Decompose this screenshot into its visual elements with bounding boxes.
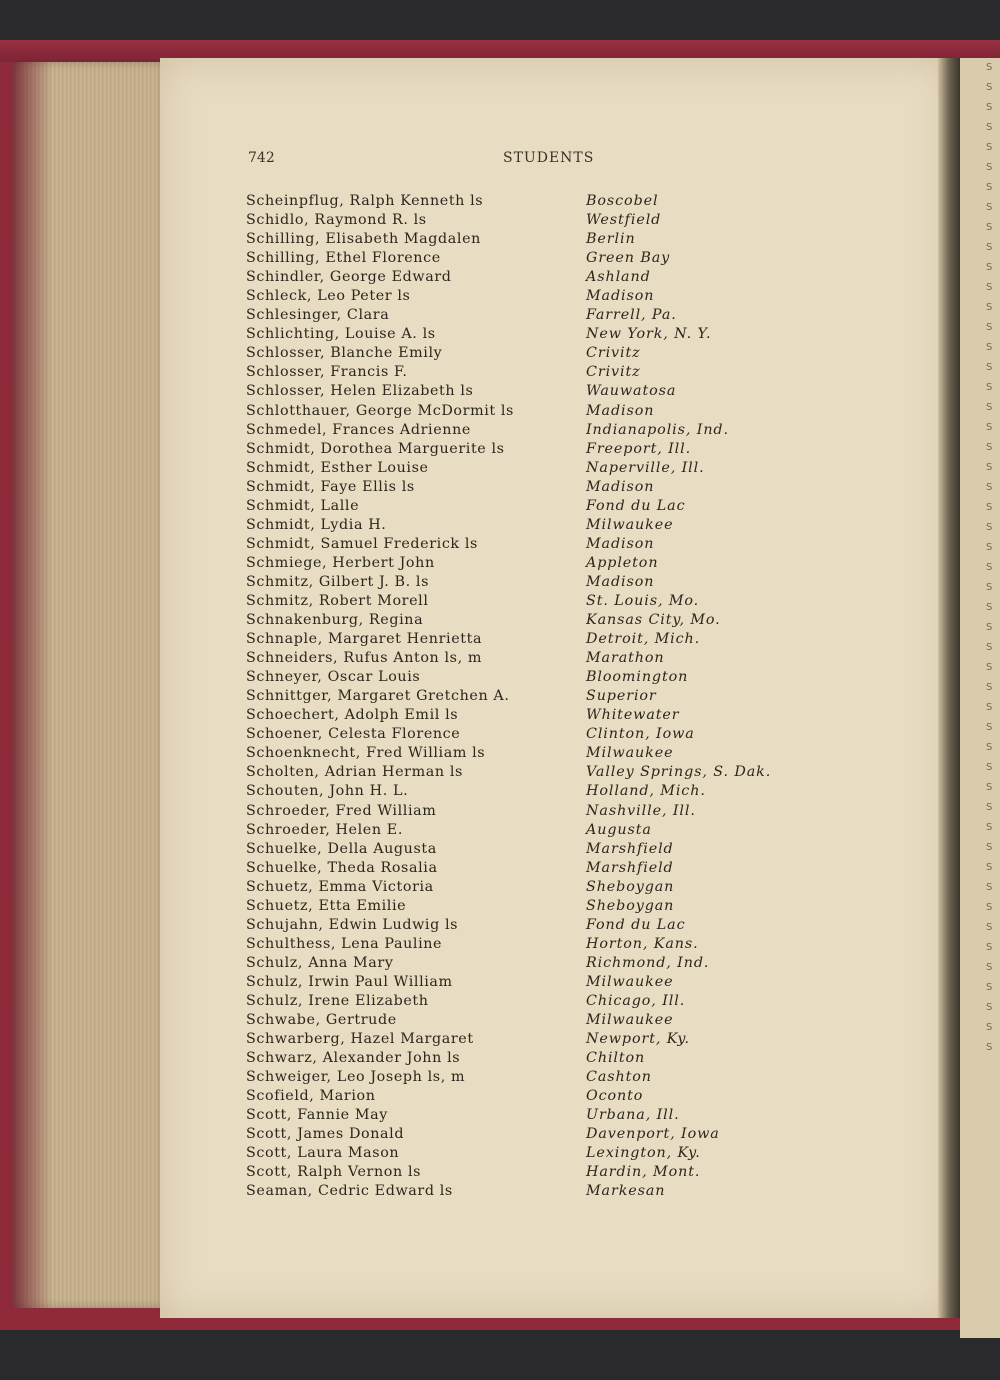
student-row bbox=[246, 917, 826, 936]
student-row bbox=[246, 860, 826, 879]
page-number: 742 bbox=[248, 150, 275, 166]
student-hometown: Newport, Ky. bbox=[586, 1031, 690, 1048]
student-hometown: Markesan bbox=[586, 1183, 666, 1200]
student-hometown: Fond du Lac bbox=[586, 497, 686, 514]
student-hometown: Naperville, Ill. bbox=[586, 459, 705, 476]
student-name: Schmidt, Lalle bbox=[246, 497, 360, 514]
student-name: Schuelke, Della Augusta bbox=[246, 840, 437, 857]
student-name: Scott, Fannie May bbox=[246, 1107, 388, 1124]
student-name: Schmiege, Herbert John bbox=[246, 554, 435, 571]
student-hometown: Cashton bbox=[586, 1069, 652, 1086]
student-name: Schujahn, Edwin Ludwig ls bbox=[246, 916, 459, 933]
student-name: Schoener, Celesta Florence bbox=[246, 726, 461, 743]
student-hometown: Appleton bbox=[586, 554, 659, 571]
student-row bbox=[246, 326, 826, 345]
student-hometown: Urbana, Ill. bbox=[586, 1107, 680, 1124]
student-row bbox=[246, 479, 826, 498]
student-name: Schlesinger, Clara bbox=[246, 307, 390, 324]
student-row bbox=[246, 307, 826, 326]
student-hometown: Milwaukee bbox=[586, 1012, 674, 1029]
student-hometown: Detroit, Mich. bbox=[586, 631, 701, 648]
page-stack-shadow bbox=[12, 62, 52, 1308]
student-hometown: Milwaukee bbox=[586, 745, 674, 762]
student-hometown: Boscobel bbox=[586, 193, 659, 209]
student-row bbox=[246, 1164, 826, 1183]
student-row bbox=[246, 1107, 826, 1126]
student-hometown: Augusta bbox=[586, 821, 652, 838]
student-hometown: Kansas City, Mo. bbox=[586, 612, 721, 629]
student-name: Schulz, Irwin Paul William bbox=[246, 973, 453, 990]
student-row bbox=[246, 612, 826, 631]
student-row bbox=[246, 574, 826, 593]
student-name: Schouten, John H. L. bbox=[246, 783, 409, 800]
student-name: Schweiger, Leo Joseph ls, m bbox=[246, 1069, 466, 1086]
student-hometown: Madison bbox=[586, 288, 655, 305]
student-hometown: Crivitz bbox=[586, 364, 641, 381]
student-hometown: St. Louis, Mo. bbox=[586, 592, 700, 609]
student-hometown: Sheboygan bbox=[586, 878, 675, 895]
student-name: Schilling, Elisabeth Magdalen bbox=[246, 231, 481, 248]
student-name: Scott, James Donald bbox=[246, 1126, 405, 1143]
student-name: Schnaple, Margaret Henrietta bbox=[246, 631, 483, 648]
student-row bbox=[246, 955, 826, 974]
student-row bbox=[246, 745, 826, 764]
student-row bbox=[246, 783, 826, 802]
student-name: Schulthess, Lena Pauline bbox=[246, 935, 443, 952]
student-hometown: Whitewater bbox=[586, 707, 680, 724]
page-header bbox=[248, 150, 808, 170]
student-hometown: Indianapolis, Ind. bbox=[586, 421, 729, 438]
student-hometown: Farrell, Pa. bbox=[586, 307, 677, 324]
student-hometown: Davenport, Iowa bbox=[586, 1126, 720, 1143]
student-hometown: Westfield bbox=[586, 212, 662, 229]
student-hometown: Fond du Lac bbox=[586, 916, 686, 933]
student-name: Scofield, Marion bbox=[246, 1088, 376, 1105]
student-hometown: Marshfield bbox=[586, 840, 674, 857]
student-row bbox=[246, 1145, 826, 1164]
student-row bbox=[246, 441, 826, 460]
student-name: Schidlo, Raymond R. ls bbox=[246, 212, 427, 229]
student-row bbox=[246, 212, 826, 231]
student-name: Schulz, Irene Elizabeth bbox=[246, 992, 429, 1009]
student-hometown: New York, N. Y. bbox=[586, 326, 712, 343]
student-row bbox=[246, 536, 826, 555]
student-hometown: Madison bbox=[586, 535, 655, 552]
student-name: Schoechert, Adolph Emil ls bbox=[246, 707, 459, 724]
student-row bbox=[246, 1050, 826, 1069]
student-row bbox=[246, 764, 826, 783]
student-row bbox=[246, 803, 826, 822]
student-row bbox=[246, 364, 826, 383]
student-row bbox=[246, 841, 826, 860]
student-row bbox=[246, 250, 826, 269]
student-row bbox=[246, 1183, 826, 1202]
student-hometown: Valley Springs, S. Dak. bbox=[586, 764, 772, 781]
student-hometown: Bloomington bbox=[586, 669, 689, 686]
student-name: Schwarberg, Hazel Margaret bbox=[246, 1031, 474, 1048]
student-name: Schlotthauer, George McDormit ls bbox=[246, 402, 514, 419]
book-gutter bbox=[938, 58, 960, 1318]
student-name: Schroeder, Helen E. bbox=[246, 821, 403, 838]
student-row bbox=[246, 936, 826, 955]
student-row bbox=[246, 822, 826, 841]
student-name: Schuetz, Etta Emilie bbox=[246, 897, 407, 914]
student-hometown: Crivitz bbox=[586, 345, 641, 362]
student-name: Schnittger, Margaret Gretchen A. bbox=[246, 688, 510, 705]
running-head: STUDENTS bbox=[503, 150, 595, 166]
student-hometown: Sheboygan bbox=[586, 897, 675, 914]
student-hometown: Holland, Mich. bbox=[586, 783, 706, 800]
student-name: Schlosser, Blanche Emily bbox=[246, 345, 443, 362]
student-hometown: Madison bbox=[586, 402, 655, 419]
student-name: Schneyer, Oscar Louis bbox=[246, 669, 421, 686]
student-name: Schneiders, Rufus Anton ls, m bbox=[246, 650, 483, 667]
student-name: Schroeder, Fred William bbox=[246, 802, 437, 819]
student-hometown: Ashland bbox=[586, 269, 651, 286]
student-name: Schmidt, Lydia H. bbox=[246, 516, 387, 533]
student-hometown: Chicago, Ill. bbox=[586, 992, 686, 1009]
student-hometown: Marshfield bbox=[586, 859, 674, 876]
student-row bbox=[246, 403, 826, 422]
student-hometown: Madison bbox=[586, 573, 655, 590]
student-row bbox=[246, 974, 826, 993]
student-name: Schmidt, Esther Louise bbox=[246, 459, 429, 476]
student-name: Schwabe, Gertrude bbox=[246, 1012, 397, 1029]
student-name: Schuetz, Emma Victoria bbox=[246, 878, 434, 895]
student-row bbox=[246, 460, 826, 479]
student-hometown: Lexington, Ky. bbox=[586, 1145, 701, 1162]
student-hometown: Freeport, Ill. bbox=[586, 440, 692, 457]
student-name: Schmedel, Frances Adrienne bbox=[246, 421, 471, 438]
student-name: Schnakenburg, Regina bbox=[246, 612, 424, 629]
student-hometown: Nashville, Ill. bbox=[586, 802, 696, 819]
student-name: Schlosser, Helen Elizabeth ls bbox=[246, 383, 474, 400]
student-name: Scott, Laura Mason bbox=[246, 1145, 400, 1162]
student-row bbox=[246, 345, 826, 364]
student-hometown: Milwaukee bbox=[586, 973, 674, 990]
student-row bbox=[246, 193, 826, 212]
student-name: Schmitz, Gilbert J. B. ls bbox=[246, 573, 430, 590]
student-row bbox=[246, 593, 826, 612]
student-hometown: Berlin bbox=[586, 231, 636, 248]
student-name: Scholten, Adrian Herman ls bbox=[246, 764, 463, 781]
student-row bbox=[246, 669, 826, 688]
student-row bbox=[246, 707, 826, 726]
student-hometown: Superior bbox=[586, 688, 657, 705]
student-name: Schmitz, Robert Morell bbox=[246, 592, 429, 609]
student-row bbox=[246, 1069, 826, 1088]
student-name: Schleck, Leo Peter ls bbox=[246, 288, 411, 305]
student-hometown: Oconto bbox=[586, 1088, 644, 1105]
student-name: Schmidt, Samuel Frederick ls bbox=[246, 535, 478, 552]
facing-page-sliver: S S S S S S S S S S S S S S S S S S S S S S S S S S S S S S S S S S S S S S S S S S S S S S S S S S bbox=[960, 58, 1000, 1338]
student-row bbox=[246, 726, 826, 745]
student-name: Schindler, George Edward bbox=[246, 269, 452, 286]
student-hometown: Chilton bbox=[586, 1050, 646, 1067]
student-hometown: Hardin, Mont. bbox=[586, 1164, 701, 1181]
student-row bbox=[246, 1088, 826, 1107]
student-name: Scheinpflug, Ralph Kenneth ls bbox=[246, 193, 484, 209]
student-row bbox=[246, 288, 826, 307]
student-hometown: Milwaukee bbox=[586, 516, 674, 533]
student-row bbox=[246, 688, 826, 707]
student-name: Seaman, Cedric Edward ls bbox=[246, 1183, 453, 1200]
student-name: Schmidt, Faye Ellis ls bbox=[246, 478, 415, 495]
student-row bbox=[246, 1012, 826, 1031]
student-name: Schmidt, Dorothea Marguerite ls bbox=[246, 440, 505, 457]
student-row bbox=[246, 422, 826, 441]
student-hometown: Clinton, Iowa bbox=[586, 726, 695, 743]
student-list bbox=[246, 193, 826, 1202]
student-name: Schwarz, Alexander John ls bbox=[246, 1050, 461, 1067]
student-row bbox=[246, 383, 826, 402]
student-row bbox=[246, 555, 826, 574]
student-row bbox=[246, 269, 826, 288]
student-name: Scott, Ralph Vernon ls bbox=[246, 1164, 422, 1181]
student-name: Schoenknecht, Fred William ls bbox=[246, 745, 486, 762]
student-row bbox=[246, 1031, 826, 1050]
student-row bbox=[246, 498, 826, 517]
student-row bbox=[246, 993, 826, 1012]
student-name: Schulz, Anna Mary bbox=[246, 954, 394, 971]
student-row bbox=[246, 898, 826, 917]
student-hometown: Wauwatosa bbox=[586, 383, 677, 400]
student-row bbox=[246, 231, 826, 250]
student-row bbox=[246, 650, 826, 669]
student-hometown: Horton, Kans. bbox=[586, 935, 699, 952]
student-row bbox=[246, 879, 826, 898]
student-hometown: Green Bay bbox=[586, 250, 671, 267]
student-row bbox=[246, 517, 826, 536]
student-hometown: Marathon bbox=[586, 650, 665, 667]
student-row bbox=[246, 631, 826, 650]
student-name: Schilling, Ethel Florence bbox=[246, 250, 441, 267]
student-row bbox=[246, 1126, 826, 1145]
student-name: Schlosser, Francis F. bbox=[246, 364, 408, 381]
student-hometown: Madison bbox=[586, 478, 655, 495]
student-name: Schlichting, Louise A. ls bbox=[246, 326, 436, 343]
student-hometown: Richmond, Ind. bbox=[586, 954, 710, 971]
student-name: Schuelke, Theda Rosalia bbox=[246, 859, 438, 876]
